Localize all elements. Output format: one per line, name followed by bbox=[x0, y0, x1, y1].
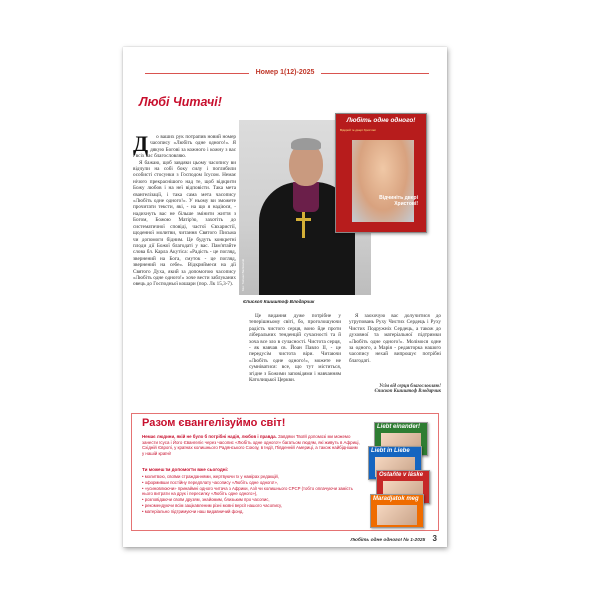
list-item: • розповідаючи своїм друзям, знайомим, близьким про часопис, bbox=[142, 497, 360, 503]
magazine-cover-hungarian: Maradjatok meg bbox=[370, 494, 424, 528]
list-item: • матеріально підтримуючи наш видавничий фонд. bbox=[142, 509, 360, 515]
magazine-cover-german-2: Liebt in Liebe bbox=[368, 446, 422, 480]
cover-subtitle: Відкрий те двері Христові bbox=[340, 128, 376, 132]
magazine-stack bbox=[368, 422, 430, 526]
cover-title: Любіть одне одного! bbox=[346, 117, 416, 124]
magazine-cover-slovak: Ostaňte v láske bbox=[376, 470, 430, 504]
photo-caption: Єпископ Кшиштоф Влодарчик bbox=[243, 299, 315, 304]
promo-title: Разом євангелізуймо світ! bbox=[142, 417, 286, 429]
column-2 bbox=[249, 313, 341, 383]
paragraph: Я заохочую вас долучитися до угруповань Руху Чистих Сердець і Руху Чистих Подружніх Сердець, а також до духовної та матеріальної підтримки «Любіть одне одного!». Молімося одне за одного, а Марія - редакторка нашого часопису нехай випрошує потрібні благодаті. bbox=[349, 313, 441, 364]
pectoral-cross-bar bbox=[296, 218, 311, 221]
drop-cap: Д bbox=[133, 131, 149, 156]
photo-credit: foto: Tomasz Bańkowski bbox=[241, 258, 245, 291]
list-item: • молитвою, своїми стражданнями, жертвуючи їх у намірах редакцій, bbox=[142, 474, 360, 480]
column-3 bbox=[349, 313, 441, 364]
page-footer bbox=[123, 534, 437, 543]
blessing-line: Усім від серця благословляю! bbox=[379, 384, 441, 389]
help-list bbox=[142, 474, 360, 515]
header-rule-right bbox=[321, 73, 429, 74]
article-title: Любі Читачі! bbox=[139, 95, 222, 109]
page-number: 3 bbox=[432, 534, 437, 543]
promo-lead-bold: Немає людини, якій не було б потрібні надія, любов і правда. bbox=[142, 434, 277, 439]
signature-block bbox=[349, 384, 441, 394]
paragraph: Я бажаю, щоб завдяки цьому часопису ви відчули на собі боку силу і поглибили особисті стосунки з Господом Ісусом. Немає нічого прекраснішого над те, щоб відкрити Божу любов і на неї відповісти. Така мета євангелізації, і така сама мета часопису «Любіть одне одного!». У ньому ви зможете прочитати тексти, які, - на що я надіюся, - надихнуть вас не більше змінити життя з Богом, Божою Матір'ю, захотіть до систематичної сповіді, частої Євхаристії, щоденної молитви, читання Святого Письма чи допомоги бідним. Це будуть конкретні плоди дії Божої благодаті у вас. Пам'ятайте слова бл. Карла Акутіса: «Радість - це погляд, звернений на Бога, смуток - це погляд, звернений на себе». Відкриймеся на дії Святого Духа, який за допомогою часопису «Любіть одне одного!» хоче вести заблуканих овець до Господньої кошари (пор. Лк 15,3-7). bbox=[133, 159, 236, 288]
issue-number: Номер 1(12)-2025 bbox=[255, 69, 315, 76]
paragraph: о ваших рук потрапив новий номер часопису «Любіть одне одного!». Я дякую Богові за кожного і кожну з вас і всіх вас благословляю. bbox=[133, 134, 236, 160]
footer-title: Любіть одне одного! № 1-2025 bbox=[350, 538, 426, 543]
promo-lead bbox=[142, 434, 360, 456]
list-item: • «усиновлюючи» принаймні одного читача з Африки, Азії чи колишнього СРСР (тобто оплачуючи замість нього витрати на друк і пересилку «Любіть одне одного»), bbox=[142, 486, 360, 498]
signature-name: Єпископ Кшиштоф Влодарчик bbox=[374, 389, 441, 394]
list-item: • рекомендуючи всім зацікавленим різні мовні версії нашого часопису, bbox=[142, 503, 360, 509]
pectoral-cross-icon bbox=[302, 212, 305, 238]
paragraph: Це видання дуже потрібне у теперішньому світі, бо, проголошуючи радість чистого серця, воно йде проти ліберальних тенденцій сучасності та й хоча все зло в сучасності. Чистота серця, - як навчав св. Йоан Павло II, - це передусім чистота віри. Читаючи «Любіть одне одного!», можете не сумніватися: все, що тут міститься, згідне з Божими заповідями і навчанням Католицької Церкви. bbox=[249, 313, 341, 384]
magazine-cover-image bbox=[335, 113, 427, 233]
photo-figure-hair bbox=[291, 138, 321, 150]
cover-headline: Відчиніть двері Христові! bbox=[379, 195, 418, 207]
promo-lead-text: Завдяки Твоїй допомозі ми можемо занести Ісуса і Його Євангеліє через часопис «Любіть одне одного!» багатьом людям, які живуть в Африці, Східній Європі, у країнах колишнього Радянського Союзу, в Індії, Південній Америці, а також найбіднішим у нашій країні! bbox=[142, 434, 360, 456]
photo-figure-sash bbox=[293, 182, 319, 212]
list-item: • оформивши постійну передплату часопису «Любіть одне одного!», bbox=[142, 480, 360, 486]
column-1 bbox=[133, 131, 236, 288]
help-heading: Ти можеш їм допомогти вже сьогодні: bbox=[142, 467, 229, 472]
cover-portrait bbox=[352, 140, 414, 222]
magazine-page bbox=[123, 47, 447, 547]
promo-box bbox=[131, 413, 439, 531]
magazine-cover-german: Liebt einander! bbox=[374, 422, 428, 456]
